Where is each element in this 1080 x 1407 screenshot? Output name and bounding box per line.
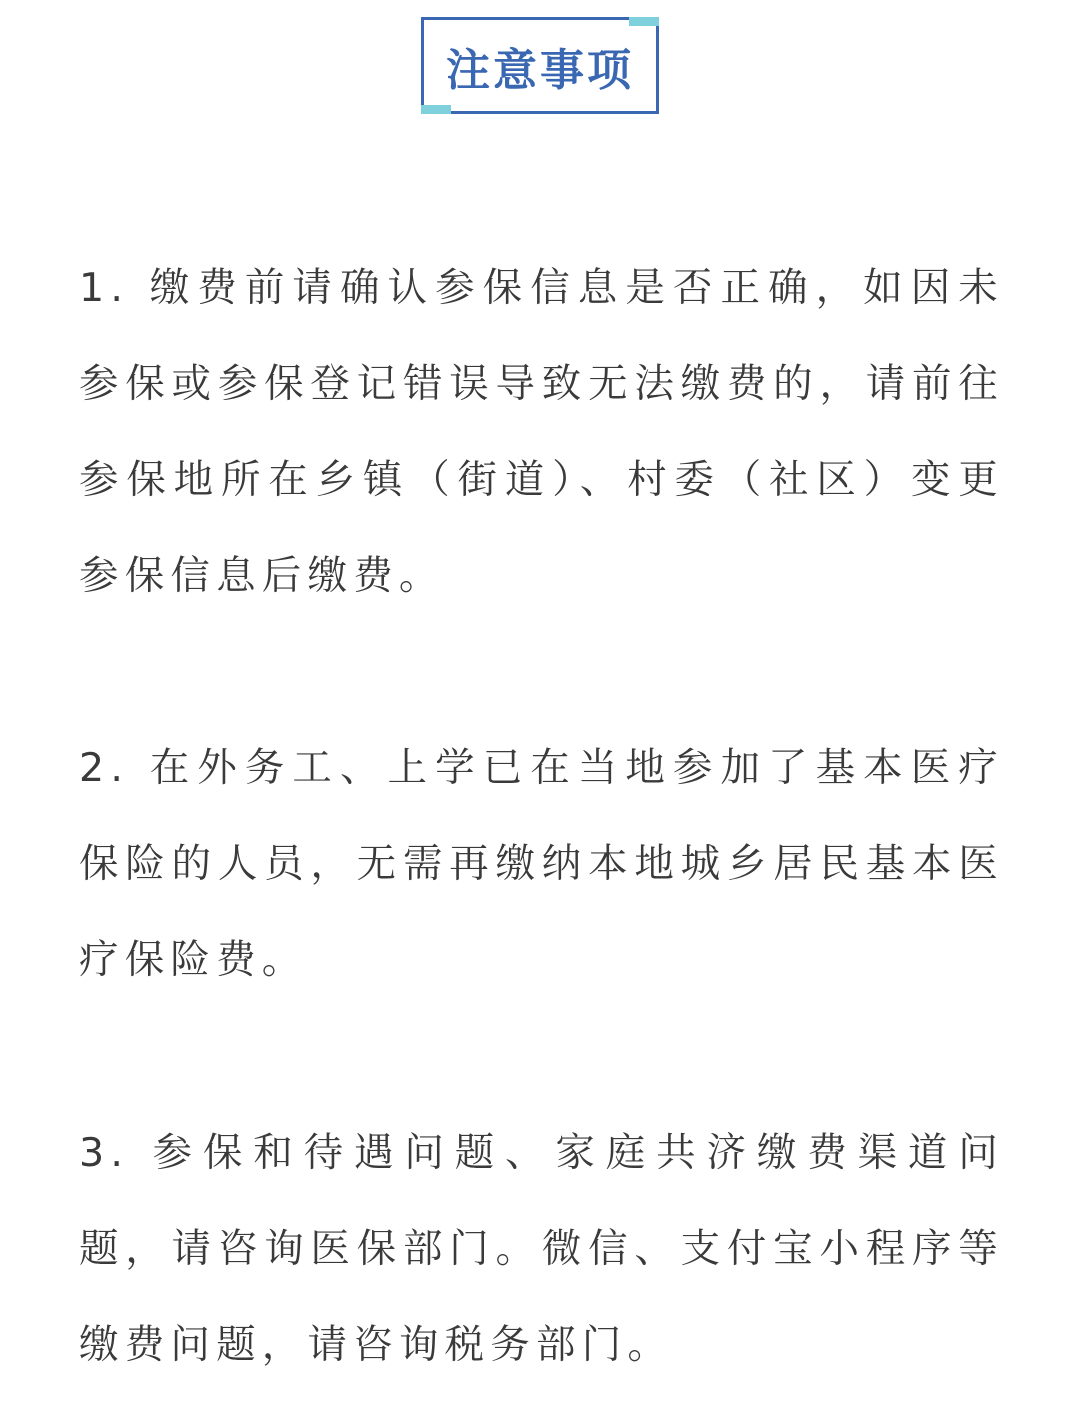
notice-item-3: 3. 参保和待遇问题、家庭共济缴费渠道问题，请咨询医保部门。微信、支付宝小程序等缴费问题，请咨询税务部门。	[79, 1130, 1004, 1368]
title-box	[421, 17, 659, 114]
page-title: 注意事项	[446, 44, 634, 96]
notice-item-2: 2. 在外务工、上学已在当地参加了基本医疗保险的人员，无需再缴纳本地城乡居民基本医疗保险费。	[79, 745, 1004, 983]
notice-item-1: 1. 缴费前请确认参保信息是否正确，如因未参保或参保登记错误导致无法缴费的，请前往参保地所在乡镇（街道）、村委（社区）变更参保信息后缴费。	[79, 265, 1004, 599]
